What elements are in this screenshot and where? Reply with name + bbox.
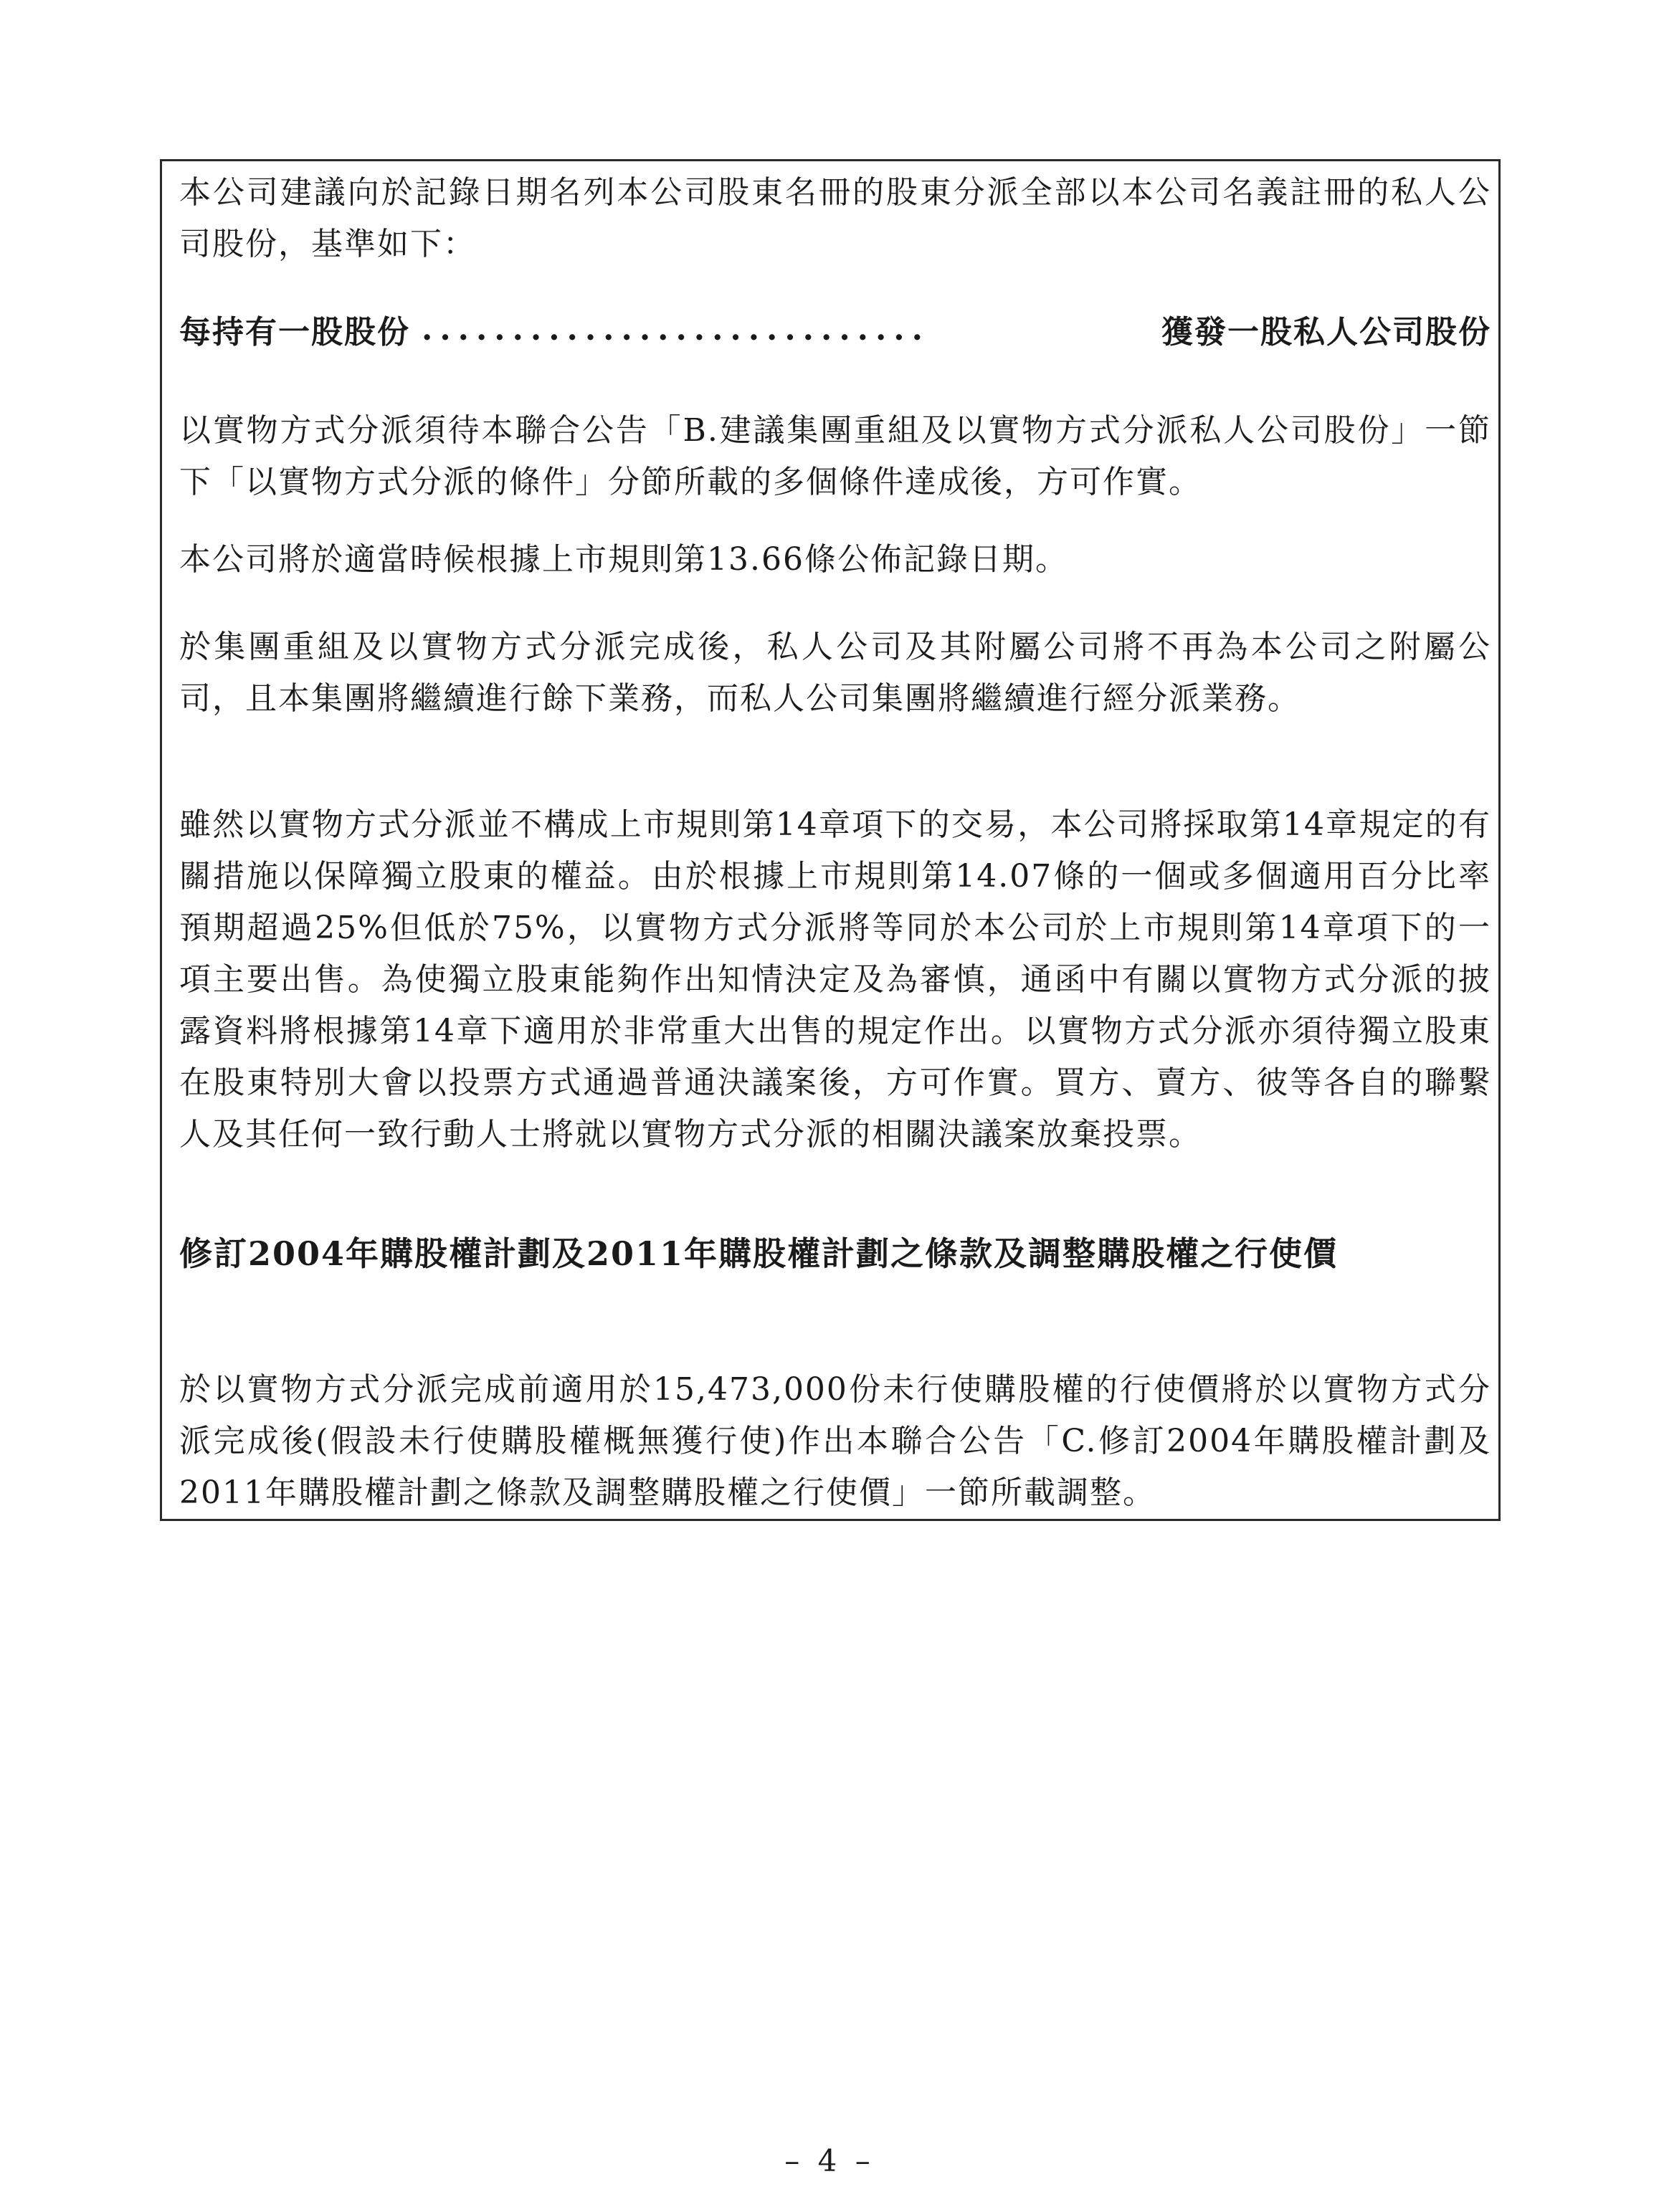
share-basis-right: 獲發一股私人公司股份 bbox=[1161, 314, 1491, 351]
dot-leader: ............................ bbox=[422, 310, 930, 348]
section-heading: 修訂2004年購股權計劃及2011年購股權計劃之條款及調整購股權之行使價 bbox=[179, 1234, 1339, 1273]
intro-paragraph: 本公司建議向於記錄日期名列本公司股東名冊的股東分派全部以本公司名義註冊的私人公司股份，基準如下： bbox=[179, 174, 1491, 262]
page-number: – 4 – bbox=[784, 2143, 875, 2178]
share-basis-left: 每持有一股股份 bbox=[179, 314, 410, 351]
conditions-paragraph: 以實物方式分派須待本聯合公告「B.建議集團重組及以實物方式分派私人公司股份」一節下「以實物方式分派的條件」分節所載的多個條件達成後，方可作實。 bbox=[179, 412, 1491, 500]
completion-paragraph: 於集團重組及以實物方式分派完成後，私人公司及其附屬公司將不再為本公司之附屬公司，且本集團將繼續進行餘下業務，而私人公司集團將繼續進行經分派業務。 bbox=[179, 629, 1491, 717]
major-disposal-paragraph: 雖然以實物方式分派並不構成上市規則第14章項下的交易，本公司將採取第14章規定的有關措施以保障獨立股東的權益。由於根據上市規則第14.07條的一個或多個適用百分比率預期超過25%但低於75%，以實物方式分派將等同於本公司於上市規則第14章項下的一項主要出售。為使獨立股東能夠作出知情決定及為審慎，通函中有關以實物方式分派的披露資料將根據第14章下適用於非常重大出售的規定作出。以實物方式分派亦須待獨立股東在股東特別大會以投票方式通過普通決議案後，方可作實。買方、賣方、彼等各自的聯繫人及其任何一致行動人士將就以實物方式分派的相關決議案放棄投票。 bbox=[179, 806, 1491, 1153]
share-basis-line bbox=[179, 303, 1491, 355]
record-date-paragraph: 本公司將於適當時候根據上市規則第13.66條公佈記錄日期。 bbox=[179, 541, 1068, 578]
options-adjustment-paragraph: 於以實物方式分派完成前適用於15,473,000份未行使購股權的行使價將於以實物方式分派完成後(假設未行使購股權概無獲行使)作出本聯合公告「C.修訂2004年購股權計劃及2011年購股權計劃之條款及調整購股權之行使價」一節所載調整。 bbox=[179, 1371, 1491, 1511]
